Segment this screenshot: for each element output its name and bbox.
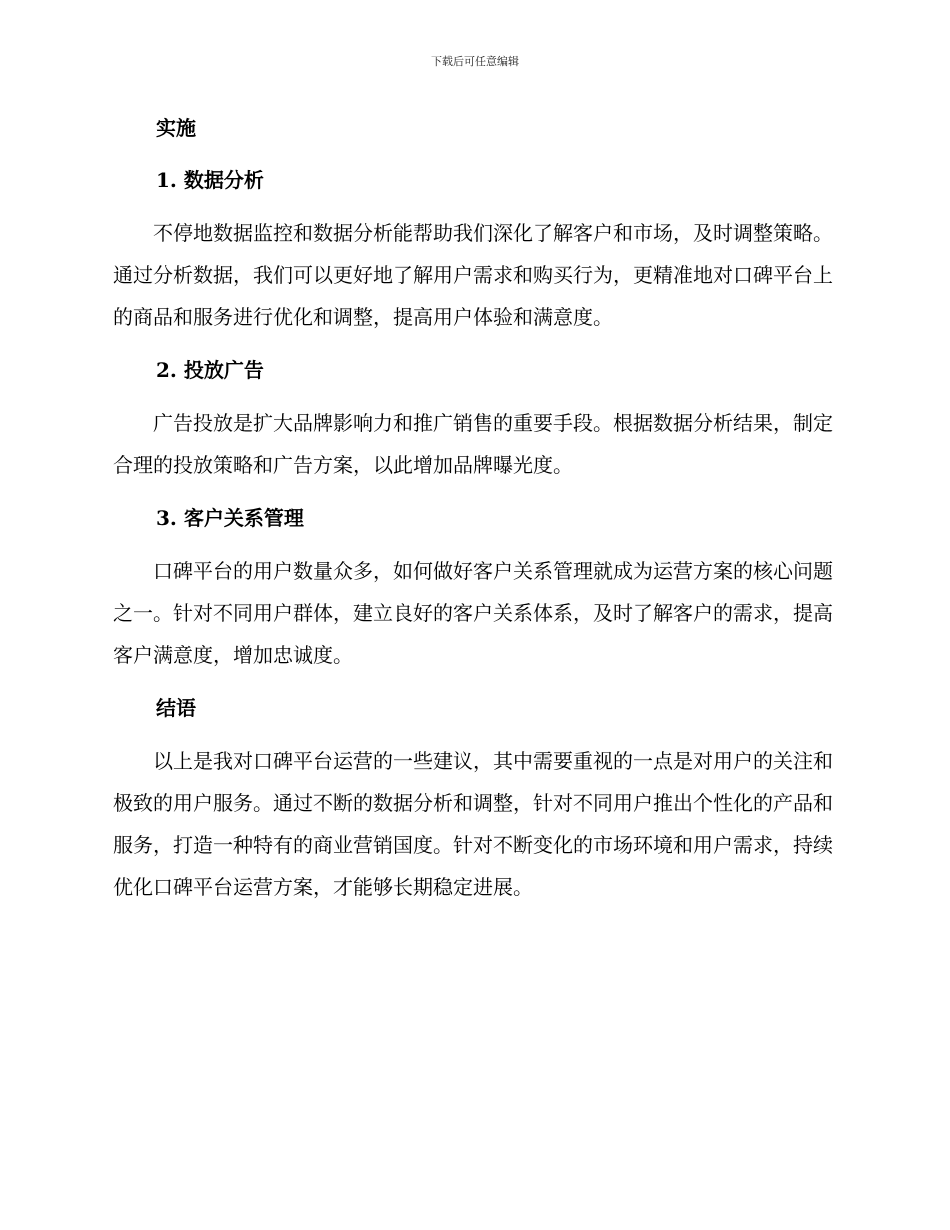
- paragraph-data-analysis: 不停地数据监控和数据分析能帮助我们深化了解客户和市场，及时调整策略。通过分析数据，我们可以更好地了解用户需求和购买行为，更精准地对口碑平台上的商品和服务进行优化和调整，提高用户体验和满意度。: [113, 221, 833, 329]
- section-heading-crm: 3. 客户关系管理: [156, 506, 304, 530]
- paragraph-advertising: 广告投放是扩大品牌影响力和推广销售的重要手段。根据数据分析结果，制定合理的投放策略和广告方案，以此增加品牌曝光度。: [113, 411, 833, 477]
- section-heading-conclusion: 结语: [156, 696, 196, 720]
- section-heading-implementation: 实施: [156, 116, 196, 140]
- document-body: [113, 108, 833, 920]
- header-note: 下载后可任意编辑: [431, 55, 519, 68]
- paragraph-crm: 口碑平台的用户数量众多，如何做好客户关系管理就成为运营方案的核心问题之一。针对不同用户群体，建立良好的客户关系体系，及时了解客户的需求，提高客户满意度，增加忠诚度。: [113, 559, 833, 667]
- section-heading-advertising: 2. 投放广告: [156, 358, 264, 382]
- paragraph-conclusion: 以上是我对口碑平台运营的一些建议，其中需要重视的一点是对用户的关注和极致的用户服务。通过不断的数据分析和调整，针对不同用户推出个性化的产品和服务，打造一种特有的商业营销国度。针对不断变化的市场环境和用户需求，持续优化口碑平台运营方案，才能够长期稳定进展。: [113, 749, 833, 899]
- section-heading-data-analysis: 1. 数据分析: [156, 168, 264, 192]
